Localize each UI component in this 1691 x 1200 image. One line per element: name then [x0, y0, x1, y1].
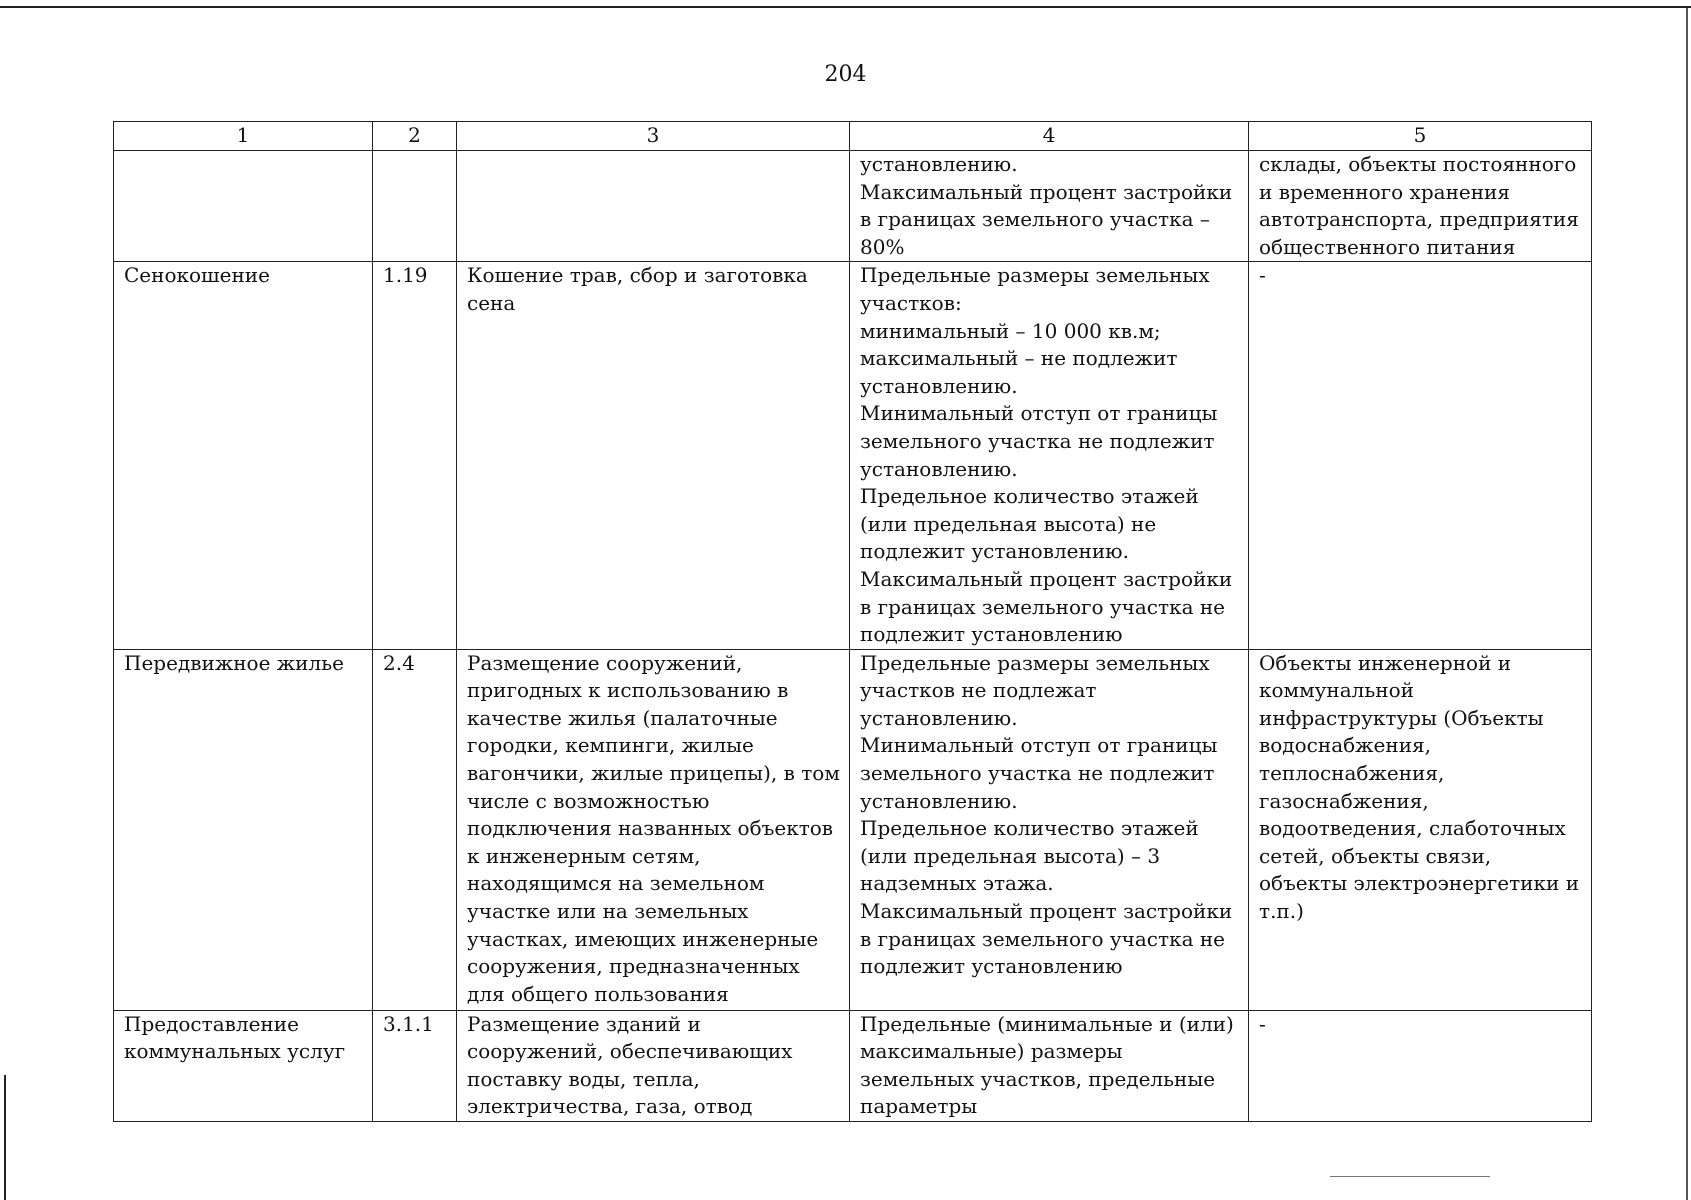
table-row [114, 262, 1592, 649]
scan-border-left [4, 1075, 6, 1200]
cell-parameters: установлению. Максимальный процент застройки в границах земельного участка – 80% [850, 151, 1249, 262]
cell-description [457, 151, 850, 262]
cell-use-name: Передвижное жилье [114, 649, 373, 1010]
cell-parameters: Предельные размеры земельных участков: минимальный – 10 000 кв.м; максимальный – не подлежит установлению. Минимальный отступ от границы земельного участка не подлежит установлению. Предельное количество этажей (или предельная высота) не подлежит установлению. Максимальный процент застройки в границах земельного участка не подлежит установлению [850, 262, 1249, 649]
cell-use-name: Сенокошение [114, 262, 373, 649]
header-cell: 3 [457, 122, 850, 151]
cell-use-name [114, 151, 373, 262]
cell-use-name: Предоставление коммунальных услуг [114, 1010, 373, 1121]
table-row [114, 649, 1592, 1010]
scan-border-top [0, 6, 1691, 8]
zoning-table [113, 121, 1592, 1122]
cell-code [373, 151, 457, 262]
cell-code: 1.19 [373, 262, 457, 649]
header-cell: 2 [373, 122, 457, 151]
table-header-row [114, 122, 1592, 151]
table-row [114, 1010, 1592, 1121]
cell-description: Кошение трав, сбор и заготовка сена [457, 262, 850, 649]
cell-code: 3.1.1 [373, 1010, 457, 1121]
cell-description: Размещение сооружений, пригодных к использованию в качестве жилья (палаточные городки, кемпинги, жилые вагончики, жилые прицепы), в том числе с возможностью подключения названных объектов к инженерным сетям, находящимся на земельном участке или на земельных участках, имеющих инженерные сооружения, предназначенных для общего пользования [457, 649, 850, 1010]
page-number: 204 [824, 62, 867, 87]
cell-auxiliary-uses: склады, объекты постоянного и временного хранения автотранспорта, предприятия общественного питания [1249, 151, 1592, 262]
cell-code: 2.4 [373, 649, 457, 1010]
header-cell: 4 [850, 122, 1249, 151]
cell-parameters: Предельные размеры земельных участков не подлежат установлению. Минимальный отступ от границы земельного участка не подлежит установлению. Предельное количество этажей (или предельная высота) – 3 надземных этажа. Максимальный процент застройки в границах земельного участка не подлежит установлению [850, 649, 1249, 1010]
scan-line-artifact [1330, 1176, 1490, 1177]
cell-auxiliary-uses: - [1249, 262, 1592, 649]
cell-description: Размещение зданий и сооружений, обеспечивающих поставку воды, тепла, электричества, газа, отвод [457, 1010, 850, 1121]
header-cell: 1 [114, 122, 373, 151]
cell-parameters: Предельные (минимальные и (или) максимальные) размеры земельных участков, предельные параметры [850, 1010, 1249, 1121]
cell-auxiliary-uses: - [1249, 1010, 1592, 1121]
table-row [114, 151, 1592, 262]
cell-auxiliary-uses: Объекты инженерной и коммунальной инфраструктуры (Объекты водоснабжения, теплоснабжения, газоснабжения, водоотведения, слаботочных сетей, объекты связи, объекты электроэнергетики и т.п.) [1249, 649, 1592, 1010]
header-cell: 5 [1249, 122, 1592, 151]
scan-border-right [1686, 8, 1688, 1200]
